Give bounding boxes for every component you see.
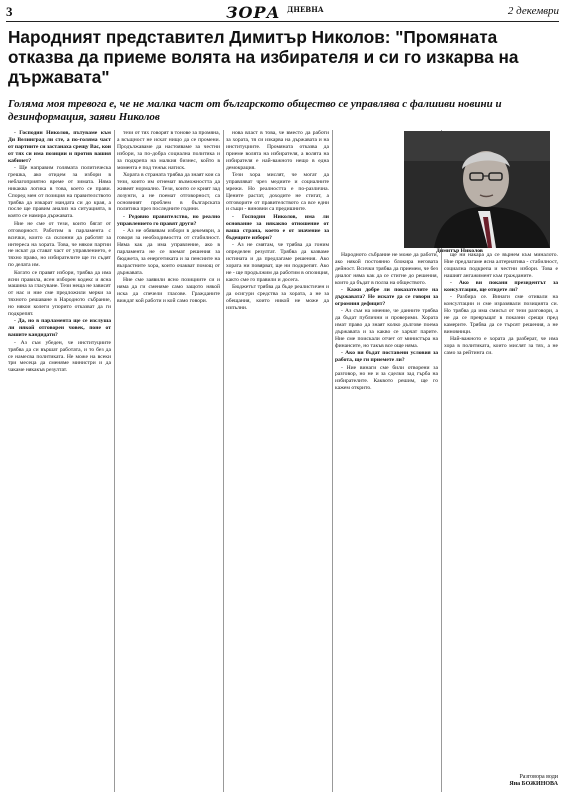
article-paragraph: Бюджетът трябва да бъде реалистичен и да осигури средства за хората, а не за обещания, които никой не може да изпълни. (226, 283, 329, 311)
article-paragraph: - Разбира се. Винаги сме отивали на консултации и сме изразявали позицията си. Но трябва да има смисъл от тези разговори, а не да се превръщат в показни срещи пред камерите. Трябва да се търсят решения, а не виновници. (444, 294, 558, 335)
article-paragraph: - Аз не смятам, че трябва да гоним определен резултат. Трябва да казваме истината и да предлагаме решения. Ако хората ни повярват, ще ни подкрепят. Ако не - ще продължим да работим в опозиция, както сме го правили и досега. (226, 242, 329, 283)
article-paragraph: - Аз не обявявам избори в декември, а говоря за необходимостта от стабилност. Няма как да има управление, ако в парламента не се вземат решения за бюджета, за енергетиката и за пенсиите на възрастните хора, които очакват помощ от държавата. (117, 228, 220, 276)
photo-caption: Димитър Николов (436, 248, 483, 254)
signature-name: Яна БОЖИНОВА (509, 781, 558, 787)
article-lead: Голяма моя тревога е, че не малка част от българското общество се управлява с фалшиви новини и дезинформация, заяви Николов (8, 98, 502, 123)
article-paragraph: Когато се правят избори, трябва да има ясни правила, ясен изборен кодекс и ясна машина за гласуване. Тези неща не зависят от нас и ние сме предложили мерки за тяхното решаване в Народното събрание, но някои колеги упорито отказват да ги подкрепят. (8, 269, 111, 318)
signature-label: Разговора води (519, 774, 558, 780)
interview-question: - Да, но в парламента ще се изслуша ли някой отговорен човек, поне от вашите кандидати? (8, 318, 111, 339)
interview-question: - Ако ви покани президентът за консултации, ще отидете ли? (444, 280, 558, 294)
article-paragraph: Тези хора мислят, че могат да управляват чрез медиите и социалните мрежи. Но реалността е по-различна. Цените растат, доходите не стигат, а отговорите от правителството са все едни и същи - виновни са предишните. (226, 171, 329, 213)
column-1 (8, 130, 111, 792)
interview-question: - Редовно правителство, но реално управлението го правят други? (117, 213, 220, 227)
article-paragraph: Най-важното е хората да разберат, че има хора в политиката, които мислят за тях, а не само за рейтинга си. (444, 336, 558, 357)
logo-sub: ДНЕВНА (287, 5, 324, 14)
article-paragraph: - Аз съм на мнение, че данните трябва да бъдат публични и проверими. Хората имат право да знаят колко дългове поема държавата и за какво се харчат парите. Ние сме поискали отчет от министъра на финансите, но такъв все още няма. (335, 308, 438, 349)
article-paragraph: нова власт в това, че вместо да работи за хората, тя си изкарва на държавата и на институциите. Промяната отказва да приеме волята на избирателя, а волята на избирателя е най-важното нещо в една демокрация. (226, 130, 329, 171)
interview-signature (509, 774, 558, 788)
article-paragraph: Хората в страната трябва да знаят кои са тези, които им отнемат възможността да живеят нормално. Тези, които се крият зад лозунги, а не поемат отговорност, са основният проблем в българската политика през последните години. (117, 171, 220, 213)
article-paragraph: Народното събрание не може да работи, ако някой постоянно блокира неговата дейност. Всички трябва да приемем, че без диалог няма как да се стигне до решения, които да бъдат в полза на обществото. (335, 252, 438, 286)
article-paragraph: - Аз съм убеден, че институциите трябва да си вършат работата, и то без да се намесва политиката. Не може на всеки три месеца да сменяме министри и да чакаме някакъв резултат. (8, 339, 111, 374)
portrait-illustration (404, 131, 550, 248)
column-rule (114, 130, 115, 792)
article-paragraph: Ние не сме от тези, които бягат от отговорност. Работим в парламента с всички, които са склонни да работят за интереса на хората. Това, че някои партии не искат да стават част от управлението, е тяхно право, но избирателите ще ги съдят по делата им. (8, 220, 111, 269)
column-rule (223, 130, 224, 792)
column-2 (117, 130, 220, 792)
page-number: 3 (6, 4, 13, 19)
article-paragraph: - Ние винаги сме били отворени за разговор, но не и за сделки зад гърба на избирателите. Каквото решим, ще го кажем открито. (335, 364, 438, 392)
column-3 (226, 130, 329, 792)
masthead (6, 4, 559, 22)
interview-question: - Кажи добре ли показателите на държавата? Не искате да се говори за огромния дефицит? (335, 287, 438, 307)
issue-date: 2 декември (507, 5, 559, 17)
article-paragraph: - Ще направим голямата политическа грешка, ако отидем за избори в неблагоприятно време от зимата. Няма никаква логика в това, което се прави. Според мен от позиция на правителството трябва да изкарат мандата си до края, а после ще правим анализ на ситуацията, в която се намира държавата. (8, 165, 111, 220)
interview-question: - Ако ви бъдат поставени условия за работа, ще ги приемете ли? (335, 350, 438, 364)
interview-question: - Господин Николов, има ли основание за някакво отношение от ваша страна, което е от значение за бъдещите избори? (226, 213, 329, 241)
newspaper-logo (226, 3, 324, 22)
article-headline: Народният представител Димитър Николов: "Промяната отказва да приеме волята на избирателя и си го изкарва на държавата" (8, 27, 519, 87)
article-paragraph: ще ни накара да се върнем към миналото. Ние предлагаме ясна алтернатива - стабилност, социална подкрепа и честни избори. Това е нашият ангажимент към гражданите. (444, 252, 558, 279)
column-rule (332, 130, 333, 792)
interview-question: - Господин Николов, пътуваме към Ди Велинград ли сте, а по-голяма част от партиите си застанаха срещу Вас, кои от тях си има позиции и против вашия кабинет? (8, 130, 111, 164)
article-paragraph: тези от тях говорят в тонове за промяна, а всъщност не искат нищо да се промени. Продължаваме да настояваме за честни избори, за по-добра социална политика и за подкрепа на малкия бизнес, който в момента е под тежък натиск. (117, 130, 220, 171)
logo-main: ЗОРА (226, 3, 281, 22)
article-paragraph: Ние сме заявили ясно позициите си и няма да ги сменяме само защото някой иска да спечели гласове. Гражданите виждат кой работи и кой само говори. (117, 277, 220, 304)
portrait-photo (404, 131, 550, 248)
